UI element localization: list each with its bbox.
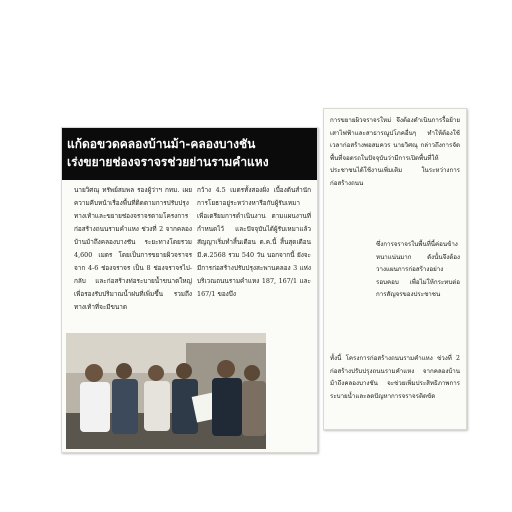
article-right-bottom <box>330 353 460 425</box>
article-right-indent <box>376 239 460 349</box>
headline-line-2: เร่งขยายช่องจราจรช่วยย่านรามคำแหง <box>67 155 269 169</box>
article-text-right-bottom: ทั้งนี้ โครงการก่อสร้างถนนรามคำแหง ช่วงที่ 2 ก่อสร้างปรับปรุงถนนรามคำแหง จากคลองบ้านม้าถึงคลองบางชัน จะช่วยเพิ่มประสิทธิภาพการระบายน้ำและลดปัญหาการจราจรติดขัด <box>330 355 460 400</box>
headline-line-1: แก้ดอขวดคลองบ้านม้า-คลองบางชัน <box>67 137 256 151</box>
article-text-right-indent: ซึ่งการจราจรในพื้นที่นี้ค่อนข้างหนาแน่นมาก ดังนั้นจึงต้องวางแผนการก่อสร้างอย่างรอบคอบ เพื่อไม่ให้กระทบต่อการสัญจรของประชาชน <box>376 241 460 298</box>
article-text-b: กว้าง 4.5 เมตรทั้งสองฝั่ง เบื้องต้นสำนักการโยธาอยู่ระหว่างหารือกับผู้รับเหมา เพื่อเตรียมการดำเนินงาน ตามแผนงานที่กำหนดไว้ และปัจจุบันได้ผู้รับเหมาแล้ว สัญญาเริ่มทำสิ้นเดือน ต.ค.นี้ สิ้นสุดเดือน มี.ค.2568 รวม 540 วัน นอกจากนี้ ยังจะมีการก่อสร้างปรับปรุงสะพานคลอง 3 แห่ง บริเวณถนนรามคำแหง 187, 167/1 และ 167/1 ของบึง <box>197 186 311 298</box>
press-photo-icon <box>66 333 266 449</box>
article-right-top <box>330 115 460 235</box>
article-text-a: นายวิศณุ ทรัพย์สมพล รองผู้ว่าฯ กทม. เผยความคืบหน้าเรื่องพื้นที่ติดตามการปรับปรุงทางเท้าและขยายช่องจราจรตามโครงการก่อสร้างถนนรามคำแหง ช่วงที่ 2 จากคลองบ้านม้าถึงคลองบางชัน ระยะทางโดยรวม 4,600 เมตร โดยเป็นการขยายผิวจราจรจาก 4-6 ช่องจราจร เป็น 8 ช่องจราจรไป-กลับ และก่อสร้างท่อระบายน้ำขนาดใหญ่ เพื่อรองรับปริมาณน้ำฝนที่เพิ่มขึ้น รวมถึงทางเท้าที่จะมีขนาด <box>74 186 192 311</box>
article-photo <box>66 333 266 449</box>
article-text-right-top: การขยายผิวจราจรใหม่ จึงต้องดำเนินการรื้อย้ายเสาไฟฟ้าและสาธารณูปโภคอื่นๆ ทำให้ต้องใช้เวลาก่อสร้างพอสมควร นายวิศณุ กล่าวถึงการจัดพื้นที่จอดรถในปัจจุบันว่ามีการเปิดพื้นที่ให้ประชาชนได้ใช้งานเพิ่มเติม ในระหว่างการก่อสร้างถนน <box>330 117 460 187</box>
news-clipping-main <box>61 127 318 453</box>
news-clipping-continued <box>323 108 467 430</box>
headline <box>62 128 317 180</box>
